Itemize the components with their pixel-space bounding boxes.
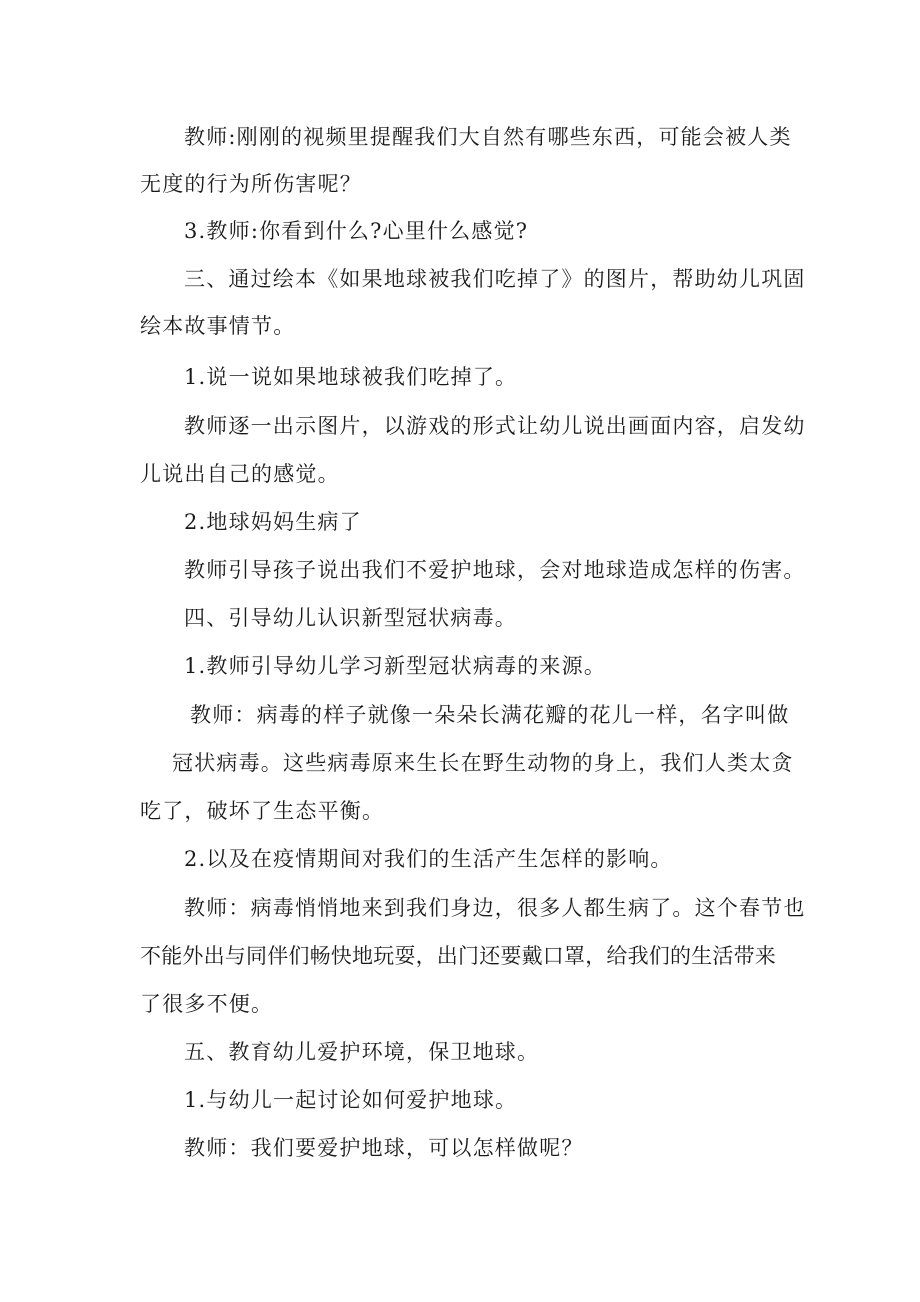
- text-line-18: 不能外出与同伴们畅快地玩耍，出门还要戴口罩，给我们的生活带来: [140, 944, 776, 968]
- text-line-21: 1.与幼儿一起讨论如何爱护地球。: [184, 1088, 518, 1112]
- text-line-7: 教师逐一出示图片，以游戏的形式让幼儿说出画面内容，启发幼: [184, 414, 806, 438]
- text-line-3: 3.教师:你看到什么?心里什么感觉?: [184, 219, 529, 243]
- text-line-13: 教师：病毒的样子就像一朵朵长满花瓣的花儿一样，名字叫做: [190, 703, 790, 727]
- text-line-22: 教师：我们要爱护地球，可以怎样做呢？: [184, 1136, 584, 1160]
- text-line-14: 冠状病毒。这些病毒原来生长在野生动物的身上，我们人类太贪: [172, 751, 794, 775]
- text-line-15: 吃了，破坏了生态平衡。: [140, 799, 385, 823]
- text-line-2: 无度的行为所伤害呢？: [140, 172, 362, 196]
- text-line-10: 教师引导孩子说出我们不爱护地球，会对地球造成怎样的伤害。: [184, 558, 806, 582]
- text-line-5: 绘本故事情节。: [140, 314, 296, 338]
- text-line-8: 儿说出自己的感觉。: [140, 462, 340, 486]
- text-line-4: 三、通过绘本《如果地球被我们吃掉了》的图片，帮助幼儿巩固: [184, 267, 806, 291]
- text-line-1: 教师:刚刚的视频里提醒我们大自然有哪些东西，可能会被人类: [184, 125, 792, 149]
- text-line-19: 了很多不便。: [140, 992, 274, 1016]
- text-line-12: 1.教师引导幼儿学习新型冠状病毒的来源。: [184, 654, 607, 678]
- text-line-16: 2.以及在疫情期间对我们的生活产生怎样的影响。: [184, 847, 673, 871]
- text-line-20: 五、教育幼儿爱护环境，保卫地球。: [184, 1040, 540, 1064]
- text-line-6: 1.说一说如果地球被我们吃掉了。: [184, 365, 518, 389]
- text-line-17: 教师：病毒悄悄地来到我们身边，很多人都生病了。这个春节也: [184, 896, 806, 920]
- text-line-9: 2.地球妈妈生病了: [184, 510, 362, 534]
- text-line-11: 四、引导幼儿认识新型冠状病毒。: [184, 606, 517, 630]
